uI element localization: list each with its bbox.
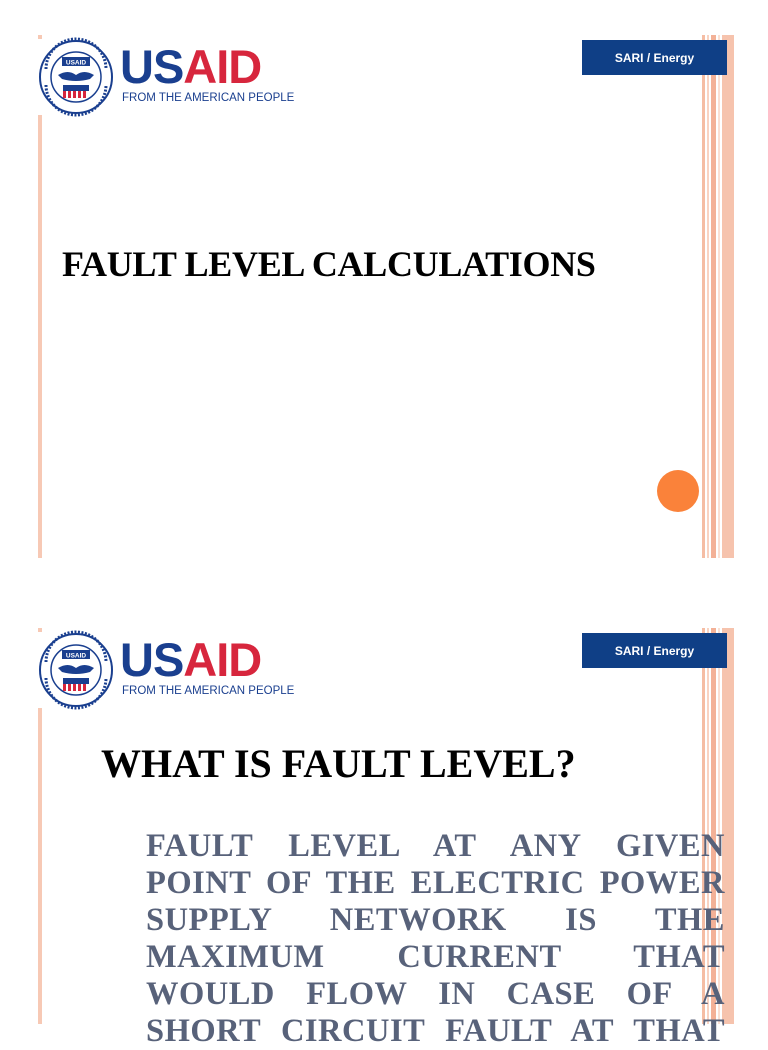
usaid-logo bbox=[38, 632, 294, 708]
body-line: POINT OF THE ELECTRIC POWER bbox=[146, 865, 725, 901]
body-line: SHORT CIRCUIT FAULT AT THAT bbox=[146, 1013, 725, 1049]
body-line: SUPPLY NETWORK IS THE bbox=[146, 902, 725, 938]
body-line: WOULD FLOW IN CASE OF A bbox=[146, 976, 725, 1012]
svg-text:USAID: USAID bbox=[65, 59, 87, 67]
orange-dot-icon bbox=[657, 470, 699, 512]
right-decorative-stripes bbox=[702, 35, 734, 558]
sari-energy-badge: SARI / Energy bbox=[582, 40, 727, 75]
usaid-wordmark: USAID bbox=[120, 40, 262, 93]
usaid-wordmark: USAID bbox=[120, 633, 262, 686]
usaid-seal-icon bbox=[38, 39, 114, 115]
usaid-logo bbox=[38, 39, 294, 115]
slide-title: WHAT IS FAULT LEVEL? bbox=[101, 741, 576, 786]
slide-body-text bbox=[146, 828, 725, 1050]
usaid-seal-icon bbox=[38, 632, 114, 708]
slide-title: FAULT LEVEL CALCULATIONS bbox=[62, 244, 596, 284]
svg-text:USAID: USAID bbox=[65, 652, 87, 660]
logo-tagline: FROM THE AMERICAN PEOPLE bbox=[122, 92, 295, 104]
slide-2 bbox=[0, 628, 768, 1049]
sari-energy-badge: SARI / Energy bbox=[582, 633, 727, 668]
slide-1 bbox=[0, 35, 768, 558]
logo-tagline: FROM THE AMERICAN PEOPLE bbox=[122, 685, 295, 697]
body-line: FAULT LEVEL AT ANY GIVEN bbox=[146, 828, 725, 864]
body-line: MAXIMUM CURRENT THAT bbox=[146, 939, 725, 975]
